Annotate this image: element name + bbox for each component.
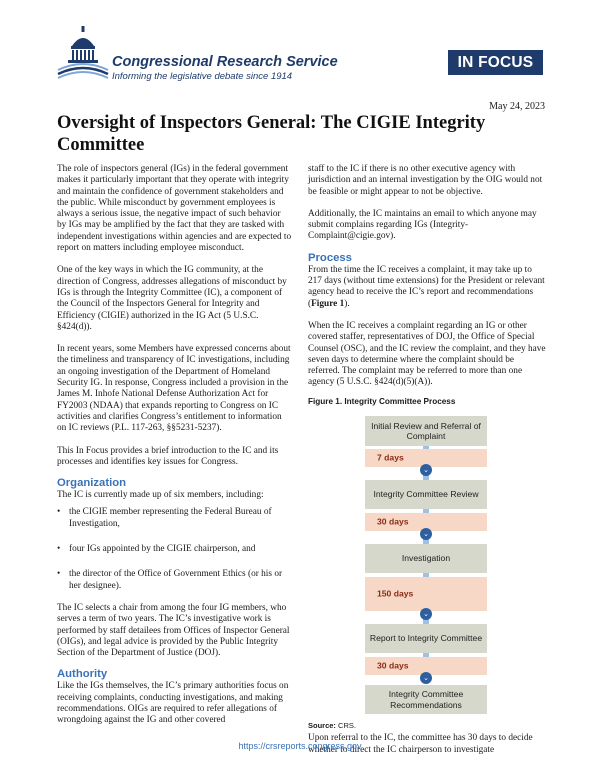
source-value: CRS. <box>338 721 356 731</box>
chevron-down-icon: ⌄ <box>420 528 432 540</box>
figure-caption: Figure 1. Integrity Committee Process <box>308 396 456 406</box>
chevron-down-icon: ⌄ <box>420 608 432 620</box>
paragraph: The role of inspectors general (IGs) in the federal government makes it particularly important that they operate with integrity and maintain the confidence of government stakeholders and the public. While misconduct by government employees is always a serious issue, the negative impact of such behavior by IGs may be amplified by the fact that they are tasked with independent investigations within agencies and are expected to report on matters including employee misconduct. <box>57 164 292 254</box>
flow-step-report: Report to Integrity Committee <box>365 624 487 653</box>
publication-date: May 24, 2023 <box>489 101 545 112</box>
org-logo-text <box>112 55 338 83</box>
figure-source <box>308 720 548 731</box>
footer-url-link[interactable]: https://crsreports.congress.gov <box>238 741 362 751</box>
capitol-dome-logo-icon <box>56 26 110 80</box>
header <box>0 0 600 95</box>
figure-reference: Figure 1 <box>311 298 345 309</box>
section-heading-organization: Organization <box>57 477 127 490</box>
duration-label: 30 days <box>377 660 409 671</box>
list-item: • four IGs appointed by the CIGIE chairperson, and <box>69 544 292 555</box>
paragraph <box>308 265 548 310</box>
left-column <box>57 164 292 738</box>
duration-label: 150 days <box>377 588 414 599</box>
text-run: From the time the IC receives a complaint, it may take up to 217 days (without time extensions) for the President or relevant agency head to receive the IC’s report and recommendations ( <box>308 264 545 309</box>
paragraph: The IC is currently made up of six members, including: <box>57 490 264 501</box>
paragraph: Upon referral to the IC, the committee has 30 days to decide whether to direct the IC chairperson to investigate <box>308 733 533 755</box>
list-item: • the director of the Office of Government Ethics (or his or her designee). <box>69 569 292 592</box>
section-heading-process: Process <box>308 251 352 264</box>
paragraph: One of the key ways in which the IG community, at the direction of Congress, addresses allegations of misconduct by IGs is through the Integrity Committee (IC), a component of the Council of the Inspectors General for Integrity and Efficiency (CIGIE) authorized in the IG Act (5 U.S.C. §424(d)). <box>57 265 287 332</box>
chevron-down-icon: ⌄ <box>420 464 432 476</box>
flow-step-investigation: Investigation <box>365 544 487 573</box>
list-item: • the CIGIE member representing the Federal Bureau of Investigation, <box>69 507 292 530</box>
paragraph: In recent years, some Members have expressed concerns about the timeliness and transparency of IC investigations, including an ongoing investigation of the Department of Homeland Security IG. In response, Congress included a provision in the James M. Inhofe National Defense Authorization Act for FY2003 (NDAA) that expands reporting to Congress on IC activities and clarifies Congress’s entitlement to information on IC reviews (P.L. 117-263, §§5231-5237). <box>57 344 291 434</box>
paragraph: The IC selects a chair from among the four IG members, who serves a term of two years. The IC’s investigative work is performed by staff detailees from Offices of Inspector General (OIGs), and legal advice is provided by the Public Integrity Section of the Department of Justice (DOJ). <box>57 602 290 659</box>
paragraph: Like the IGs themselves, the IC’s primary authorities focus on receiving complaints, conducting investigations, and making recommendations. OIGs are required to refer allegations of wrongdoing against the IG and other covered <box>57 681 289 726</box>
in-focus-badge: IN FOCUS <box>448 50 543 75</box>
chevron-down-icon: ⌄ <box>420 672 432 684</box>
duration-label: 7 days <box>377 452 404 463</box>
page-title: Oversight of Inspectors General: The CIGIE Integrity Committee <box>57 113 486 155</box>
flow-step-recommendations: Integrity Committee Recommendations <box>365 685 487 714</box>
paragraph: This In Focus provides a brief introduction to the IC and its processes and identifies key issues for Congress. <box>57 445 279 467</box>
flow-step-ic-review: Integrity Committee Review <box>365 480 487 509</box>
flow-step-initial-review: Initial Review and Referral of Complaint <box>365 416 487 446</box>
duration-label: 30 days <box>377 516 409 527</box>
org-tagline: Informing the legislative debate since 1914 <box>112 71 293 82</box>
source-label: Source: <box>308 721 336 731</box>
members-list <box>57 507 292 591</box>
right-column <box>308 164 548 767</box>
section-heading-authority: Authority <box>57 668 108 681</box>
text-run: ). <box>344 298 350 309</box>
paragraph: Additionally, the IC maintains an email to which anyone may submit complains regarding IGs (Integrity-Complaint@cigie.gov). <box>308 208 537 242</box>
org-name: Congressional Research Service <box>112 54 338 70</box>
flow-duration <box>365 577 487 611</box>
process-flowchart <box>308 413 548 710</box>
paragraph: When the IC receives a complaint regarding an IG or other covered staffer, representatives of DOJ, the Office of Special Counsel (OSC), and the IC review the complaint, and they have seven days to determine where the complaint should be referred. The complaint may be referred to more than one agency (5 U.S.C. §424(d)(5)(A)). <box>308 320 546 388</box>
paragraph: staff to the IC if there is no other executive agency with jurisdiction and an internal investigation by the OIG would not be feasible or might appear to not be objective. <box>308 164 543 197</box>
